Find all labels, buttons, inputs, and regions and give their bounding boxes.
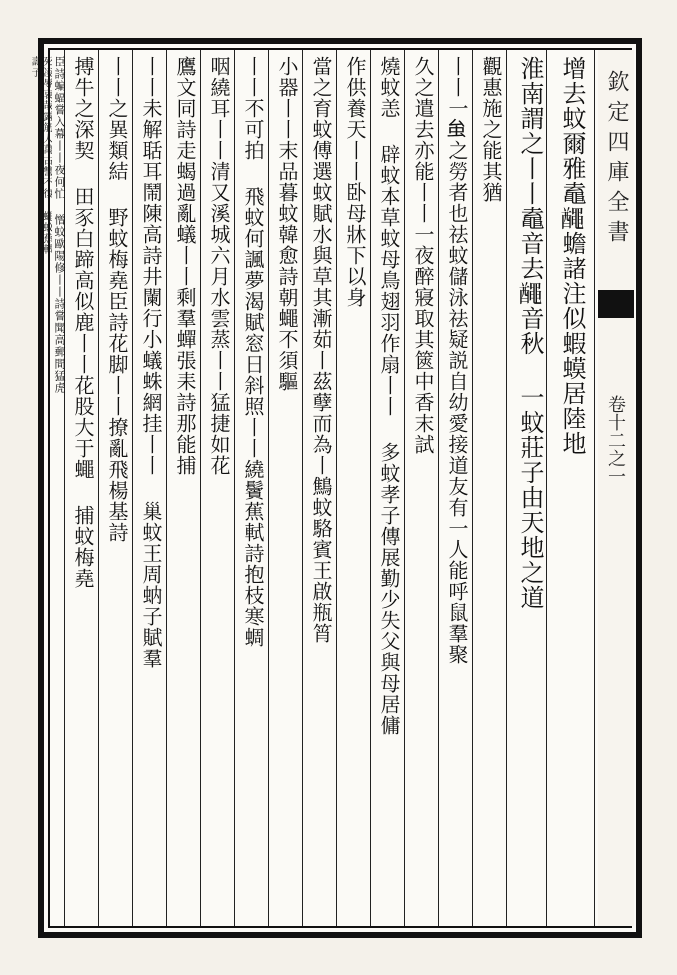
text-column: 增去蚊爾雅鼁𪓰蟾諸注似蝦蟆居陸地 (558, 56, 586, 456)
text-column: 搏牛之深契 田豕白蹄高似鹿丨丨花股大于蠅 捕蚊梅堯 (71, 56, 95, 589)
text-column: 臣詩蝙蝠嘗入幕丨丨夜何忙 憎蚊歐陽修丨丨詩嘗聞高郵間猛虎 (53, 56, 66, 394)
text-column: 丨丨之異類結 野蚊梅堯臣詩花脚丨丨撩亂飛楊基詩 (105, 56, 129, 543)
column-rule (404, 50, 405, 926)
column-rule (472, 50, 473, 926)
column-rule (370, 50, 371, 926)
column-rule (438, 50, 439, 926)
text-column: 丨丨不可拍 飛蚊何諷夢渴賦窓日斜照丨丨繞鬢蕉軾詩抱枝寒蜩 (241, 56, 265, 648)
column-rule (594, 50, 595, 926)
column-rule (302, 50, 303, 926)
column-rule (336, 50, 337, 926)
text-column: 小器丨丨末品暮蚊韓愈詩朝蠅不須驅 (275, 56, 299, 392)
text-column: 丨丨一𧈧之勞者也祛蚊儲泳祛疑説自幼愛接道友有一人能呼鼠羣聚 (445, 56, 469, 665)
column-rule (200, 50, 201, 926)
book-title: 欽定四庫全書 (604, 70, 629, 250)
text-column: 當之育蚊傅選蚊賦水與草其漸茹丨茲孽而為丨鷦蚊駱賓王啟瓶筲 (309, 56, 333, 644)
text-column: 鷹文同詩走蝎過亂蟻丨丨剩羣蟬張耒詩那能捕 (173, 56, 197, 476)
text-column: 久之遣去亦能丨丨一夜醉寢取其篋中香末試 (411, 56, 435, 455)
text-column: 死凌辱哀哉露筋人萬古讐不復 蠅蚊蕉軾 (41, 56, 52, 255)
text-column: 丨丨未解聒耳鬧陳高詩井闌行小蟻蛛網挂丨丨 巢蚊王周蚋子賦羣 (139, 56, 163, 669)
column-rule (166, 50, 167, 926)
volume-label: 卷十二之一 (605, 395, 626, 485)
text-column: 淮南謂之丨丨鼁音去𪓰音秋 一蚊莊子由天地之道 (516, 56, 544, 610)
column-rule (98, 50, 99, 926)
fishtail-mark (598, 290, 634, 318)
text-column: 燒蚊恙 辟蚊本草蚊母鳥翅羽作扇丨丨 多蚊孝子傳展勤少失父與母居傭 (377, 56, 401, 736)
text-column: 咽繞耳丨丨清又溪城六月水雲蒸丨丨猛捷如花 (207, 56, 231, 476)
column-rule (506, 50, 507, 926)
column-rule (132, 50, 133, 926)
text-column: 觀惠施之能其猶 (479, 56, 503, 203)
column-rule (234, 50, 235, 926)
text-column: 壽子 (29, 56, 40, 78)
text-column: 作供養天丨丨卧母牀下以身 (343, 56, 367, 308)
column-rule (268, 50, 269, 926)
